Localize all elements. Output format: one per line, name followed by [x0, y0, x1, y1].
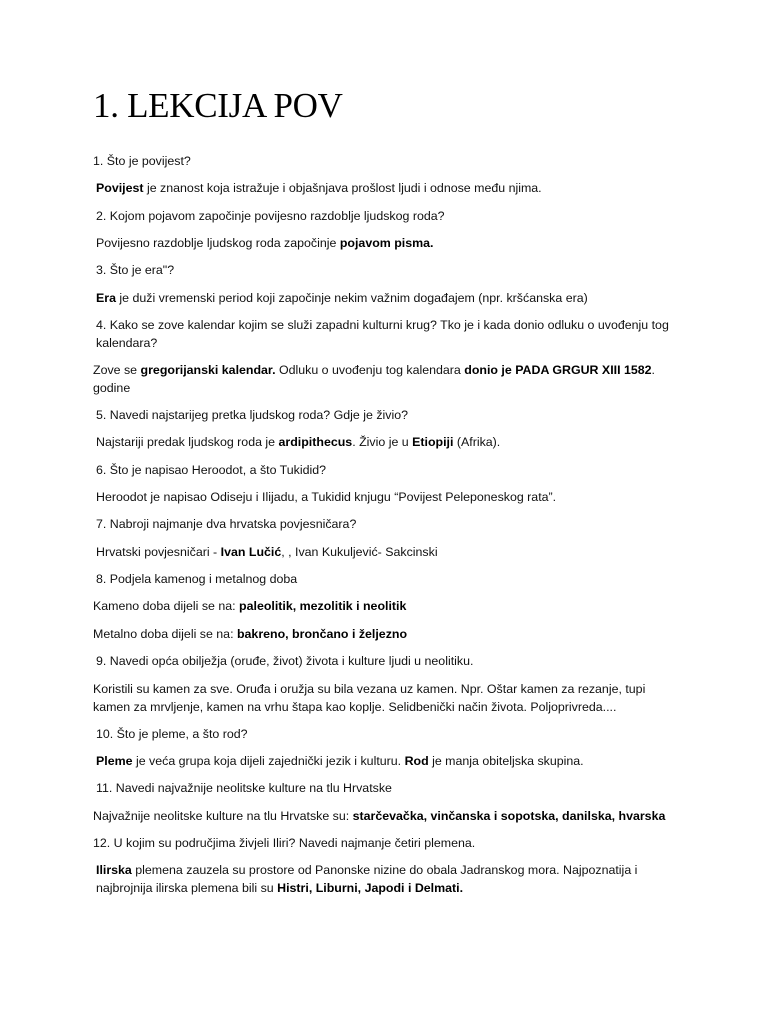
text-segment: 5. Navedi najstarijeg pretka ljudskog roda? Gdje je živio?	[96, 408, 409, 422]
text-segment: Kameno doba dijeli se na:	[93, 599, 240, 613]
bold-text: Ivan Lučić	[220, 545, 282, 559]
text-segment: 1. Što je povijest?	[93, 154, 191, 168]
text-segment: 11. Navedi najvažnije neolitske kulture na tlu Hrvatske	[96, 781, 392, 795]
answer-5	[93, 434, 686, 452]
text-segment: Hrvatski povjesničari -	[96, 545, 221, 559]
text-segment: Odluku o uvođenju tog kalendara	[275, 363, 465, 377]
text-segment: Najvažnije neolitske kulture na tlu Hrvatske su:	[93, 809, 353, 823]
question-3	[93, 262, 686, 280]
text-segment: 9. Navedi opća obilježja (oruđe, život) života i kulture ljudi u neolitiku.	[96, 654, 474, 668]
text-segment: plemena zauzela su prostore od Panonske nizine do obala Jadranskog mora. Najpoznatija i najbrojnija ilirska plemena bili su	[96, 863, 638, 895]
text-segment: (Afrika).	[453, 435, 501, 449]
text-segment: , , Ivan Kukuljević- Sakcinski	[281, 545, 438, 559]
question-8	[93, 571, 686, 589]
bold-text: gregorijanski kalendar.	[140, 363, 276, 377]
bold-text: Povijest	[96, 181, 144, 195]
answer-10	[93, 753, 686, 771]
bold-text: Ilirska	[96, 863, 132, 877]
answer-2	[93, 235, 686, 253]
text-segment: je manja obiteljska skupina.	[428, 754, 584, 768]
text-segment: 4. Kako se zove kalendar kojim se služi zapadni kulturni krug? Tko je i kada donio odluku o uvođenju tog kalendara?	[96, 318, 669, 350]
page-title: 1. LEKCIJA POV	[93, 86, 343, 125]
text-segment: Zove se	[93, 363, 141, 377]
bold-text: ardipithecus	[278, 435, 353, 449]
answer-9	[93, 681, 683, 716]
question-11	[93, 780, 686, 798]
text-segment: Povijesno razdoblje ljudskog roda započinje	[96, 236, 340, 250]
bold-text: bakreno, brončano i željezno	[236, 627, 408, 641]
text-segment: je znanost koja istražuje i objašnjava prošlost ljudi i odnose među njima.	[143, 181, 542, 195]
text-segment: Heroodot je napisao Odiseju i Ilijadu, a Tukidid knjugu “Povijest Peleponeskog rata”.	[96, 490, 557, 504]
question-9	[93, 653, 686, 671]
answer-6	[93, 489, 686, 507]
bold-text: pojavom pisma.	[339, 236, 434, 250]
text-segment: 10. Što je pleme, a što rod?	[96, 727, 248, 741]
text-segment: je duži vremenski period koji započinje nekim važnim događajem (npr. kršćanska era)	[115, 291, 588, 305]
bold-text: Era	[96, 291, 116, 305]
question-10	[93, 726, 686, 744]
question-12	[93, 835, 683, 853]
text-segment: 12. U kojim su područjima živjeli Iliri? Navedi najmanje četiri plemena.	[93, 836, 476, 850]
bold-text: paleolitik, mezolitik i neolitik	[239, 599, 407, 613]
text-segment: Najstariji predak ljudskog roda je	[96, 435, 279, 449]
text-segment: 7. Nabroji najmanje dva hrvatska povjesničara?	[96, 517, 357, 531]
text-segment: je veća grupa koja dijeli zajednički jezik i kulturu.	[132, 754, 405, 768]
question-6	[93, 462, 686, 480]
bold-text: Pleme	[96, 754, 133, 768]
answer-1	[93, 180, 686, 198]
question-2	[93, 208, 686, 226]
bold-text: Histri, Liburni, Japodi i Delmati.	[277, 880, 464, 895]
answer-7	[93, 544, 686, 562]
question-5	[93, 407, 686, 425]
question-4	[93, 317, 686, 352]
bold-text: Rod	[404, 754, 429, 768]
text-segment: 2. Kojom pojavom započinje povijesno razdoblje ljudskog roda?	[96, 209, 445, 223]
text-segment: 8. Podjela kamenog i metalnog doba	[96, 572, 298, 586]
text-segment: . Živio je u	[352, 435, 413, 449]
bold-text: donio je PADA GRGUR XIII 1582	[464, 363, 652, 377]
answer-4	[93, 362, 683, 397]
answer-11	[93, 808, 683, 826]
answer-8-stone-age	[93, 598, 683, 616]
text-segment: Koristili su kamen za sve. Oruđa i oružja su bila vezana uz kamen. Npr. Oštar kamen za rezanje, tupi kamen za mrvljenje, kamen na vrhu štapa kao koplje. Selidbenički način života. Poljoprivreda....	[93, 682, 646, 714]
question-7	[93, 516, 686, 534]
bold-text: Etiopiji	[412, 435, 454, 449]
text-segment: 6. Što je napisao Heroodot, a što Tukidid?	[96, 463, 327, 477]
bold-text: starčevačka, vinčanska i sopotska, danilska, hvarska	[352, 809, 666, 823]
answer-12	[93, 862, 686, 897]
text-segment: Metalno doba dijeli se na:	[93, 627, 237, 641]
question-1	[93, 153, 683, 171]
answer-8-metal-age	[93, 626, 683, 644]
text-segment: 3. Što je era"?	[96, 263, 175, 277]
text-segment: . godine	[93, 363, 655, 395]
answer-3	[93, 290, 686, 308]
